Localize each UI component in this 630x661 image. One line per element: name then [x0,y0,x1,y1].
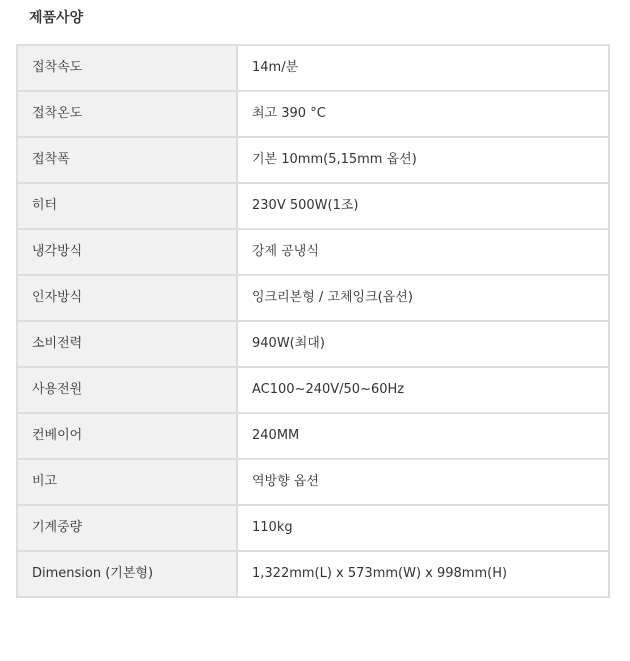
table-row [17,367,609,413]
table-row [17,91,609,137]
table-row [17,45,609,91]
table-row [17,413,609,459]
table-row [17,551,609,597]
spec-label: 히터 [17,183,237,229]
spec-label: 기계중량 [17,505,237,551]
spec-label: 접착폭 [17,137,237,183]
spec-label: 컨베이어 [17,413,237,459]
spec-value: 14m/분 [237,45,609,91]
spec-value: 230V 500W(1조) [237,183,609,229]
spec-label: 냉각방식 [17,229,237,275]
spec-value: 잉크리본형 / 고체잉크(옵션) [237,275,609,321]
table-row [17,183,609,229]
spec-label: 접착속도 [17,45,237,91]
spec-label: 인자방식 [17,275,237,321]
table-row [17,321,609,367]
spec-value: AC100~240V/50~60Hz [237,367,609,413]
spec-value: 역방향 옵션 [237,459,609,505]
section-title: 제품사양 [29,10,84,26]
spec-value: 최고 390 °C [237,91,609,137]
table-row [17,505,609,551]
spec-value: 940W(최대) [237,321,609,367]
spec-label: 사용전원 [17,367,237,413]
table-row [17,459,609,505]
spec-value: 110kg [237,505,609,551]
spec-value: 1,322mm(L) x 573mm(W) x 998mm(H) [237,551,609,597]
spec-value: 240MM [237,413,609,459]
spec-value: 강제 공냉식 [237,229,609,275]
table-row [17,275,609,321]
spec-label: 접착온도 [17,91,237,137]
spec-label: Dimension (기본형) [17,551,237,597]
table-row [17,137,609,183]
spec-label: 비고 [17,459,237,505]
spec-table [16,44,610,598]
table-row [17,229,609,275]
spec-label: 소비전력 [17,321,237,367]
spec-value: 기본 10mm(5,15mm 옵션) [237,137,609,183]
